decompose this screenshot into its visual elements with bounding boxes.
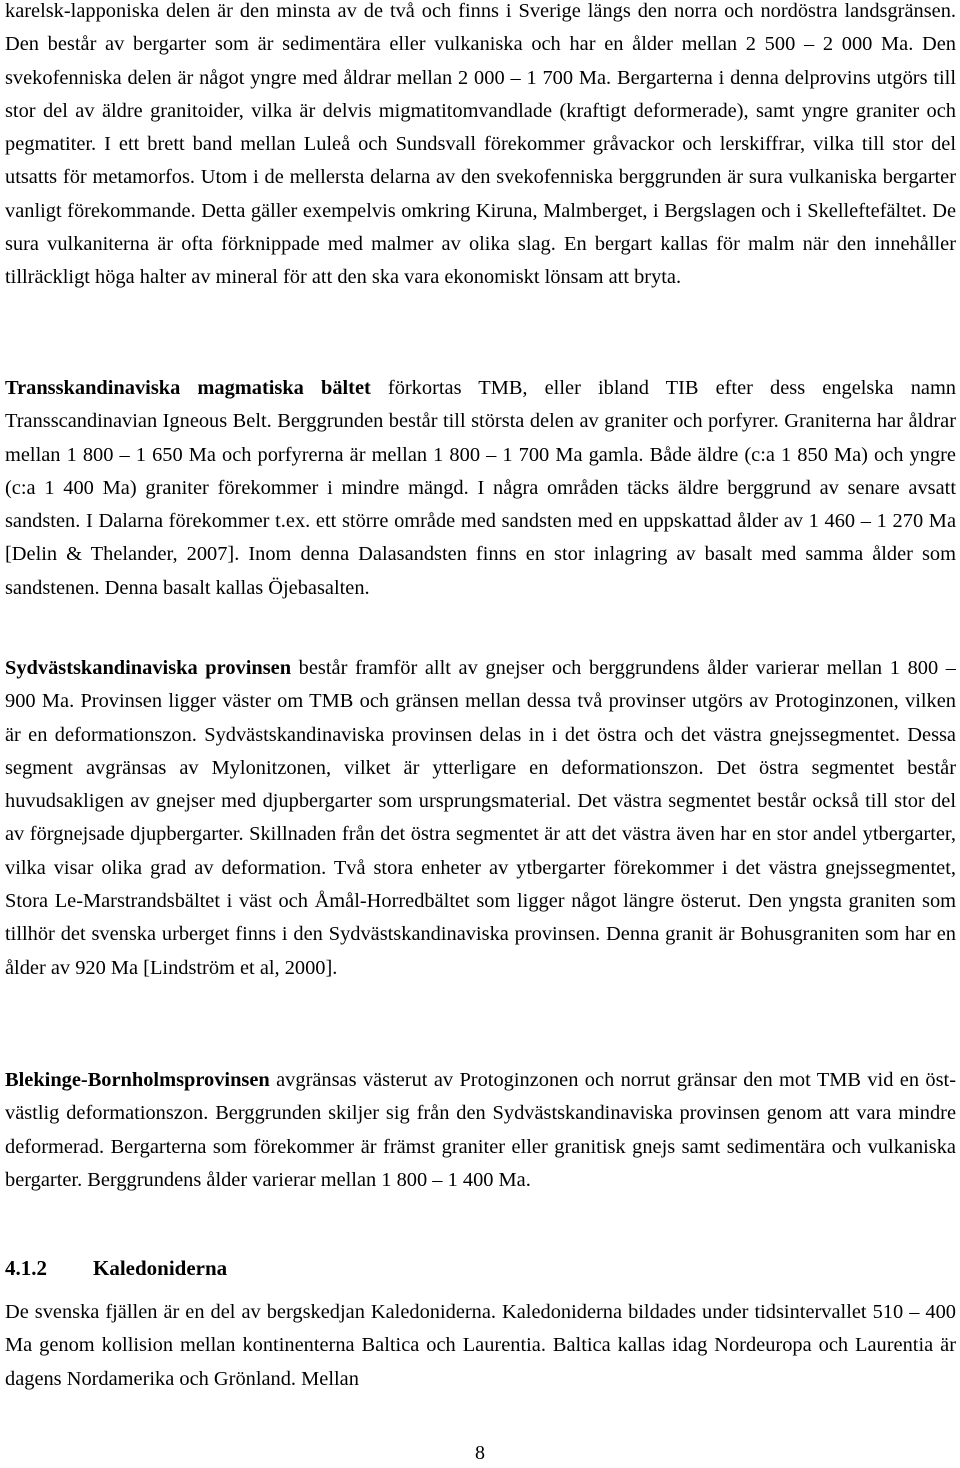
paragraph-kaledoniderna: De svenska fjällen är en del av bergskedjan Kaledoniderna. Kaledoniderna bildades under tidsintervallet 510 – 400 Ma genom kollision mellan kontinenterna Baltica och Laurentia. Baltica kallas idag Nordeuropa och Laurentia är dagens Nordamerika och Grönland. Mellan [5, 1301, 956, 1390]
paragraph-sydvast-text: består framför allt av gnejser och berggrundens ålder varierar mellan 1 800 – 900 Ma. Provinsen ligger väster om TMB och gränsen mellan dessa två provinser utgörs av Protoginzonen, vilken är en deformationszon. Sydvästskandinaviska provinsen delas in i det östra och det västra gnejssegmentet. Dessa segment avgränsas av Mylonitzonen, vilket är ytterligare en deformationszon. Det östra segmentet består huvudsakligen av gnejser med djupbergarter som ursprungsmaterial. Det västra segmentet består också till stor del av förgnejsade djupbergarter. Skillnaden från det östra segmentet är att det västra även har en stor andel ytbergarter, vilka visar olika grad av deformation. Två stora enheter av ytbergarter förekommer i det västra gnejssegmentet, Stora Le-Marstrandsbältet i väst och Åmål-Horredbältet som ligger något längre österut. Den yngsta graniten som tillhör det svenska urberget finns i den Sydvästskandinaviska provinsen. Denna granit är Bohusgraniten som har en ålder av 920 Ma [Lindström et al, 2000]. [5, 657, 956, 979]
paragraph-sydvast [5, 652, 956, 985]
paragraph-blekinge [5, 1064, 956, 1197]
paragraph-svekokarelska: karelsk-lapponiska delen är den minsta av de två och finns i Sverige längs den norra och nordöstra landsgränsen. Den består av bergarter som är sedimentära eller vulkaniska och har en ålder mellan 2 500 – 2 000 Ma. Den svekofenniska delen är något yngre med åldrar mellan 2 000 – 1 700 Ma. Bergarterna i denna delprovins utgörs till stor del av äldre granitoider, vilka är delvis migmatitomvandlade (kraftigt deformerade), samt yngre graniter och pegmatiter. I ett brett band mellan Luleå och Sundsvall förekommer gråvackor och lerskiffrar, vilka till stor del utsatts för metamorfos. Utom i de mellersta delarna av den svekofenniska berggrunden är sura vulkaniska bergarter vanligt förekommande. Detta gäller exempelvis omkring Kiruna, Malmberget, i Bergslagen och i Skelleftefältet. De sura vulkaniterna är ofta förknippade med malmer av olika slag. En bergart kallas för malm när den innehåller tillräckligt höga halter av mineral för att den ska vara ekonomiskt lönsam att bryta. [5, 0, 956, 289]
term-sydvast: Sydvästskandinaviska provinsen [5, 657, 292, 679]
section-title: Kaledoniderna [93, 1256, 228, 1280]
term-blekinge: Blekinge-Bornholmsprovinsen [5, 1069, 270, 1091]
page-number: 8 [475, 1442, 485, 1464]
section-heading [5, 1252, 227, 1285]
term-tmb: Transskandinaviska magmatiska bältet [5, 377, 371, 399]
paragraph-blekinge-text: avgränsas västerut av Protoginzonen och norrut gränsar den mot TMB vid en öst-västlig deformationszon. Berggrunden skiljer sig från den Sydvästskandinaviska provinsen genom att vara mindre deformerad. Bergarterna som förekommer är främst graniter eller granitisk gnejs samt sedimentära och vulkaniska bergarter. Berggrundens ålder varierar mellan 1 800 – 1 400 Ma. [5, 1069, 956, 1191]
section-number: 4.1.2 [5, 1256, 47, 1280]
paragraph-tmb [5, 372, 956, 605]
paragraph-tmb-text: förkortas TMB, eller ibland TIB efter dess engelska namn Transscandinavian Igneous Belt. Berggrunden består till största delen av graniter och porfyrer. Graniterna har åldrar mellan 1 800 – 1 650 Ma och porfyrerna är mellan 1 800 – 1 700 Ma gamla. Både äldre (c:a 1 850 Ma) och yngre (c:a 1 400 Ma) graniter förekommer i mindre mängd. I några områden täcks äldre berggrund av senare avsatt sandsten. I Dalarna förekommer t.ex. ett större område med sandsten med en uppskattad ålder av 1 460 – 1 270 Ma [Delin & Thelander, 2007]. Inom denna Dalasandsten finns en stor inlagring av basalt med samma ålder som sandstenen. Denna basalt kallas Öjebasalten. [5, 377, 956, 599]
